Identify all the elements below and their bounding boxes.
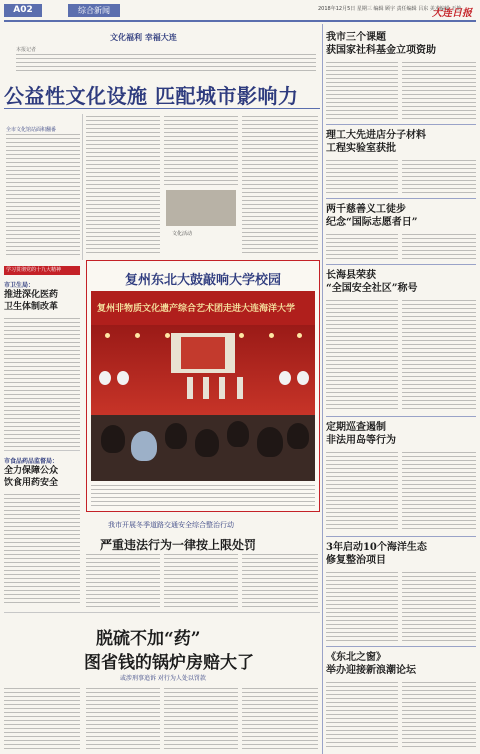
top-story-col3 xyxy=(164,116,238,188)
performer xyxy=(219,377,225,399)
audience-head xyxy=(287,423,309,449)
bottom-story-col2 xyxy=(86,688,160,750)
right-item-title: 工程实验室获批 xyxy=(326,143,396,154)
newspaper-logo: 大连日报 xyxy=(432,8,472,19)
audience-head xyxy=(165,423,187,449)
top-story-col2 xyxy=(86,116,160,256)
photo-feature-box xyxy=(86,260,320,512)
right-item-title: 纪念“国际志愿者日” xyxy=(326,217,418,228)
right-item-body xyxy=(326,452,398,532)
flower-decoration xyxy=(279,371,291,385)
audience-head xyxy=(195,429,219,457)
top-story-subhead: 全市文化馆站面积翻番 xyxy=(6,127,57,133)
stage-lamp xyxy=(165,333,170,338)
left-story1-pre: 市卫生局： xyxy=(4,282,35,289)
top-story-photo-caption: 文化活动 xyxy=(172,231,193,237)
right-item-divider xyxy=(326,646,476,647)
left-story1-body xyxy=(4,318,80,448)
performer xyxy=(203,377,209,399)
bottom-story-subhead: 或涉刑事追诉 对行为人处以罚款 xyxy=(120,675,206,682)
performer xyxy=(237,377,243,399)
right-item-body xyxy=(326,160,398,194)
stage-screen-art xyxy=(181,337,225,369)
top-story-intro-text xyxy=(16,54,316,72)
bottom-story-col3 xyxy=(164,688,238,750)
right-item-body xyxy=(402,452,476,532)
left-story-divider xyxy=(4,450,80,451)
left-story2-pre: 市食品药品监督局： xyxy=(4,458,59,465)
top-story-headline: 公益性文化设施 匹配城市影响力 xyxy=(4,84,299,108)
left-story1-title-line1: 推进深化医药 xyxy=(4,290,59,300)
middle-story-col2 xyxy=(164,554,238,608)
right-item-divider xyxy=(326,264,476,265)
top-story-col1 xyxy=(6,134,80,258)
top-story-photo xyxy=(166,190,236,226)
masthead xyxy=(0,0,480,24)
stage-lamp xyxy=(239,333,244,338)
audience-head xyxy=(131,431,157,461)
right-item-body xyxy=(326,682,398,748)
bottom-story-col4 xyxy=(242,688,318,750)
right-item-body xyxy=(326,62,398,120)
right-item-title: “全国安全社区”称号 xyxy=(326,283,418,294)
top-story-col4 xyxy=(242,116,318,256)
right-item-divider xyxy=(326,536,476,537)
stage-lamp xyxy=(135,333,140,338)
right-item-title: 我市三个课题 xyxy=(326,32,386,43)
right-item-title: 3年启动10个海洋生态 xyxy=(326,542,427,553)
right-item-title: 定期巡查遏制 xyxy=(326,422,386,433)
right-item-body xyxy=(402,62,476,120)
feature-caption xyxy=(91,485,315,509)
right-item-title: 两千慈善义工徒步 xyxy=(326,204,406,215)
page-number: A02 xyxy=(4,4,42,17)
right-item-body xyxy=(402,572,476,642)
right-item-title: 非法用岛等行为 xyxy=(326,435,396,446)
right-item-title: 长海县荣获 xyxy=(326,270,376,281)
stage-lamp xyxy=(269,333,274,338)
right-item-divider xyxy=(326,198,476,199)
masthead-meta: 2018年12月5日 星期三 编辑 顾宇 责任编辑 吕东 美术编辑 王艳 xyxy=(318,6,462,12)
top-story-kicker: 文化福利 幸福大连 xyxy=(110,33,177,42)
left-story2-body xyxy=(4,494,80,606)
left-story2-title-line1: 全力保障公众 xyxy=(4,466,59,476)
bottom-story-headline-line2: 图省钱的锅炉房赔大了 xyxy=(84,653,254,673)
middle-story-headline: 严重违法行为一律按上限处罚 xyxy=(100,538,257,552)
flower-decoration xyxy=(297,371,309,385)
right-item-body xyxy=(402,234,476,260)
right-item-title: 理工大先进店分子材料 xyxy=(326,130,426,141)
stage-lamp xyxy=(105,333,110,338)
stage-banner-text: 复州非物质文化遗产综合艺术团走进大连海洋大学 xyxy=(97,304,296,314)
section-label: 综合新闻 xyxy=(68,4,120,17)
middle-story-col3 xyxy=(242,554,318,608)
feature-title: 复州东北大鼓敲响大学校园 xyxy=(124,273,281,288)
middle-story-kicker: 我市开展冬季道路交通安全综合整治行动 xyxy=(108,521,234,529)
right-item-body xyxy=(402,160,476,194)
feature-photo xyxy=(91,291,315,481)
right-item-body xyxy=(326,234,398,260)
bottom-story-col1 xyxy=(4,688,80,750)
middle-story-rule xyxy=(4,612,320,613)
top-story-rule xyxy=(4,108,320,109)
middle-story-col1 xyxy=(86,554,160,608)
column-divider xyxy=(82,114,83,260)
left-story1-title-line2: 卫生体制改革 xyxy=(4,302,59,312)
flower-decoration xyxy=(99,371,111,385)
right-item-body xyxy=(402,300,476,412)
right-item-title: 获国家社科基金立项资助 xyxy=(326,45,436,56)
audience-head xyxy=(227,421,249,447)
right-item-body xyxy=(402,682,476,748)
audience-head xyxy=(101,425,125,453)
bottom-story-headline-line1: 脱硫不加“药” xyxy=(96,629,201,649)
right-item-title: 举办迎接新浪潮论坛 xyxy=(326,665,416,676)
left-column-kicker: 学习贯彻党的十九大精神 xyxy=(4,266,80,275)
top-story-byline: 本报记者 xyxy=(16,47,37,53)
right-item-body xyxy=(326,300,398,412)
masthead-rule xyxy=(4,20,476,22)
flower-decoration xyxy=(117,371,129,385)
stage-lamp xyxy=(297,333,302,338)
right-item-divider xyxy=(326,416,476,417)
right-item-title: 《东北之窗》 xyxy=(326,652,386,663)
right-item-body xyxy=(326,572,398,642)
right-item-divider xyxy=(326,124,476,125)
left-story2-title-line2: 饮食用药安全 xyxy=(4,478,59,488)
right-item-title: 修复整治项目 xyxy=(326,555,386,566)
performer xyxy=(187,377,193,399)
audience-head xyxy=(257,427,283,457)
